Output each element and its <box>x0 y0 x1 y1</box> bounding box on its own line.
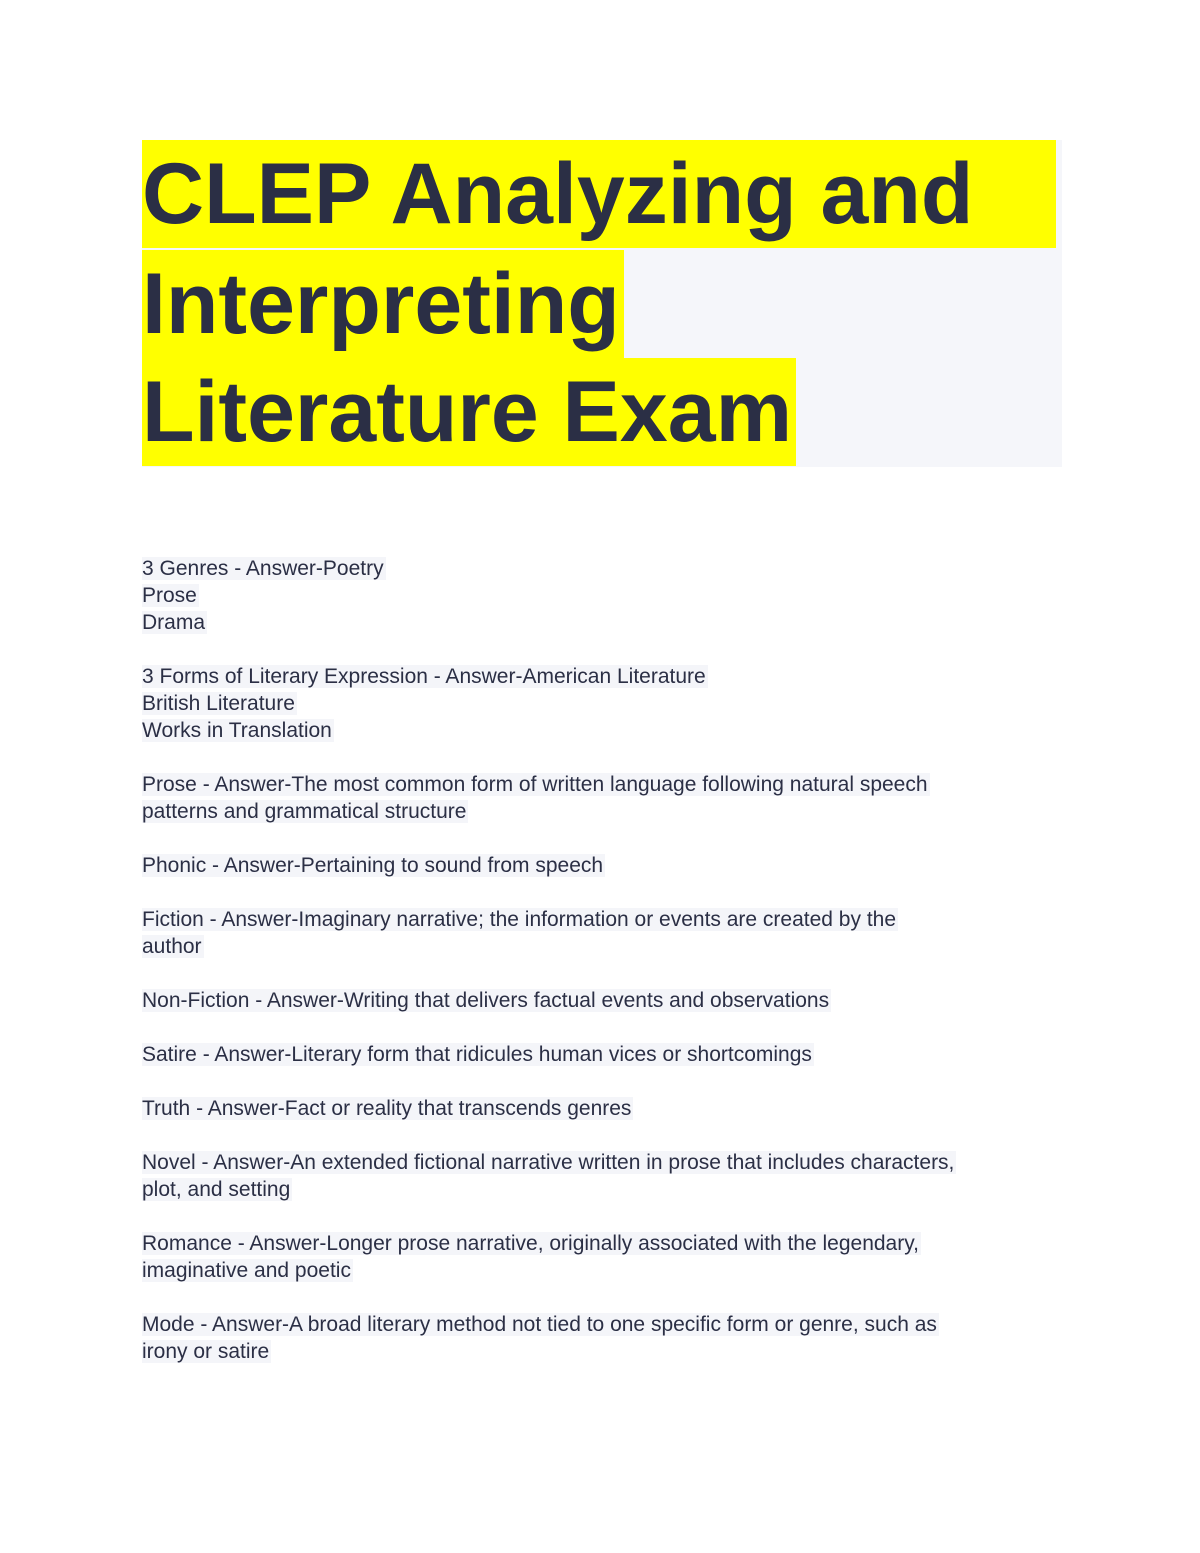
document-title-line-2: Interpreting <box>142 250 624 358</box>
entry-line: plot, and setting <box>142 1178 291 1201</box>
flashcard-entry <box>142 852 1062 879</box>
entry-line: Truth - Answer-Fact or reality that transcends genres <box>142 1097 632 1120</box>
flashcard-list <box>142 555 1062 1392</box>
entry-line: Phonic - Answer-Pertaining to sound from speech <box>142 854 604 877</box>
entry-line: British Literature <box>142 692 295 715</box>
flashcard-entry <box>142 1041 1062 1068</box>
flashcard-entry <box>142 1230 1062 1284</box>
flashcard-entry <box>142 663 1062 744</box>
entry-line: 3 Forms of Literary Expression - Answer-American Literature <box>142 665 706 688</box>
entry-line: Mode - Answer-A broad literary method not tied to one specific form or genre, such as <box>142 1313 937 1336</box>
entry-line: Fiction - Answer-Imaginary narrative; the information or events are created by the <box>142 908 897 931</box>
entry-line: Novel - Answer-An extended fictional narrative written in prose that includes characters, <box>142 1151 955 1174</box>
entry-line: Works in Translation <box>142 719 332 742</box>
document-title-line-3: Literature Exam <box>142 358 796 466</box>
flashcard-entry <box>142 771 1062 825</box>
entry-line: imaginative and poetic <box>142 1259 351 1282</box>
document-title-line-1: CLEP Analyzing and <box>142 140 1056 248</box>
flashcard-entry <box>142 1149 1062 1203</box>
entry-line: Prose <box>142 584 197 607</box>
entry-line: Drama <box>142 611 206 634</box>
flashcard-entry <box>142 1095 1062 1122</box>
entry-line: Romance - Answer-Longer prose narrative, originally associated with the legendary, <box>142 1232 920 1255</box>
entry-line: patterns and grammatical structure <box>142 800 467 823</box>
entry-line: 3 Genres - Answer-Poetry <box>142 557 384 580</box>
entry-line: Satire - Answer-Literary form that ridicules human vices or shortcomings <box>142 1043 812 1066</box>
flashcard-entry <box>142 555 1062 636</box>
entry-line: Non-Fiction - Answer-Writing that delivers factual events and observations <box>142 989 830 1012</box>
entry-line: Prose - Answer-The most common form of written language following natural speech <box>142 773 928 796</box>
entry-line: irony or satire <box>142 1340 270 1363</box>
flashcard-entry <box>142 1311 1062 1365</box>
flashcard-entry <box>142 906 1062 960</box>
flashcard-entry <box>142 987 1062 1014</box>
entry-line: author <box>142 935 202 958</box>
